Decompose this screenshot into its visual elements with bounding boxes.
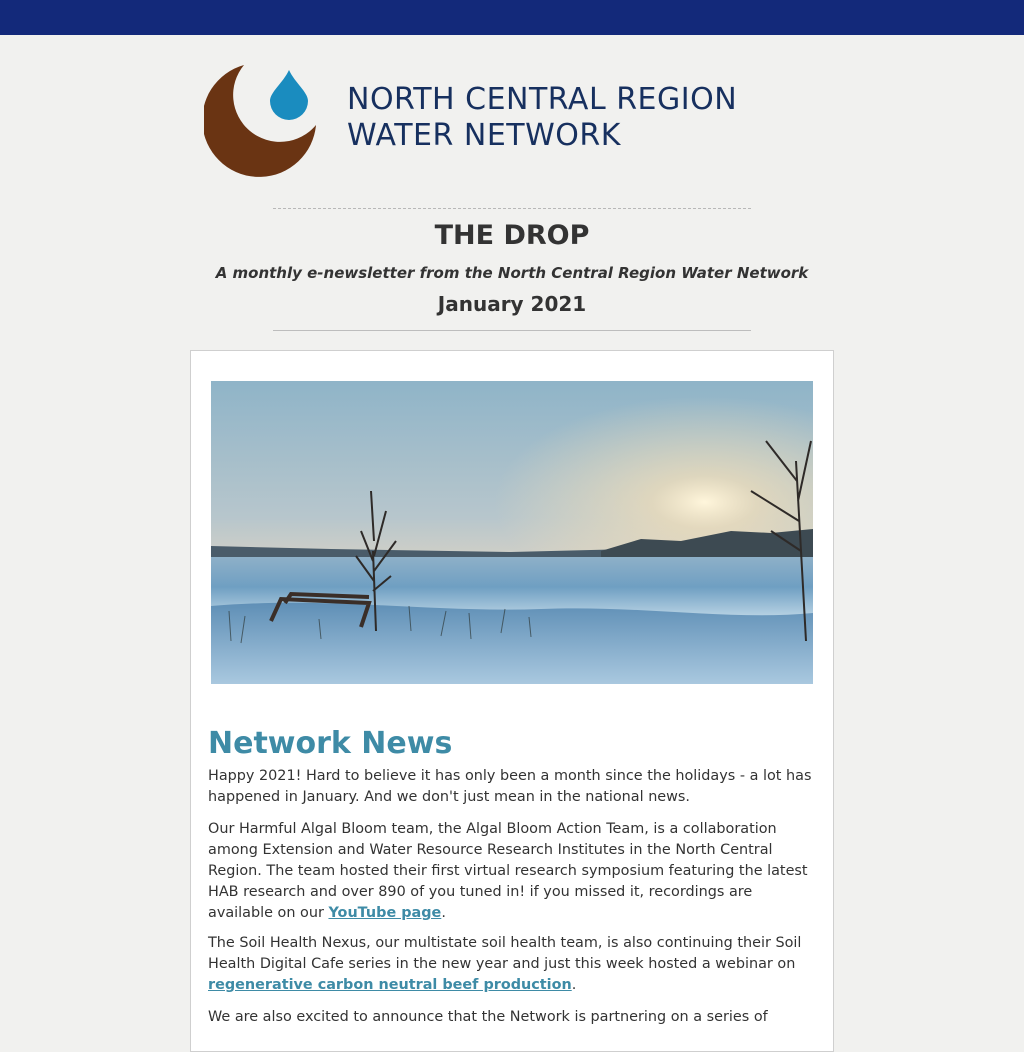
content-card: [190, 350, 834, 1052]
paragraph-partnering: We are also excited to announce that the Network is partnering on a series of: [208, 1009, 768, 1025]
logo-line-2: WATER NETWORK: [347, 118, 621, 153]
paragraph-soil-health: [208, 933, 818, 996]
paragraph-text: The Soil Health Nexus, our multistate soil health team, is also continuing their Soil Health Digital Cafe series in the new year and just this week hosted a webinar on: [208, 935, 802, 972]
youtube-page-link[interactable]: YouTube page: [328, 905, 442, 921]
divider-solid: [273, 330, 751, 331]
logo-line-1: NORTH CENTRAL REGION: [347, 82, 738, 117]
paragraph-hab-team: [208, 819, 818, 924]
section-heading-network-news: Network News: [208, 726, 453, 761]
paragraph-end: .: [441, 905, 446, 921]
top-bar: [0, 0, 1024, 35]
divider-dashed: [273, 208, 751, 209]
logo-wordmark: [347, 82, 737, 154]
paragraph-end: .: [571, 977, 577, 993]
newsletter-subtitle: A monthly e-newsletter from the North Central Region Water Network: [215, 264, 809, 282]
water-drop-logo-icon: [204, 62, 324, 184]
issue-date: January 2021: [437, 292, 587, 316]
hero-image-winter-lake: [211, 381, 813, 684]
newsletter-title: THE DROP: [434, 220, 590, 251]
beef-production-webinar-link[interactable]: regenerative carbon neutral beef production: [208, 977, 572, 993]
paragraph-text: Our Harmful Algal Bloom team, the Algal Bloom Action Team, is a collaboration among Extension and Water Resource Research Institutes in the North Central Region. The team hosted their first virtual research symposium featuring the latest HAB research and over 890 of you tuned in! if you missed it, recordings are available on our: [208, 821, 808, 921]
network-logo[interactable]: [204, 62, 824, 184]
paragraph-intro: Happy 2021! Hard to believe it has only been a month since the holidays - a lot has happened in January. And we don't just mean in the national news.: [208, 768, 812, 805]
